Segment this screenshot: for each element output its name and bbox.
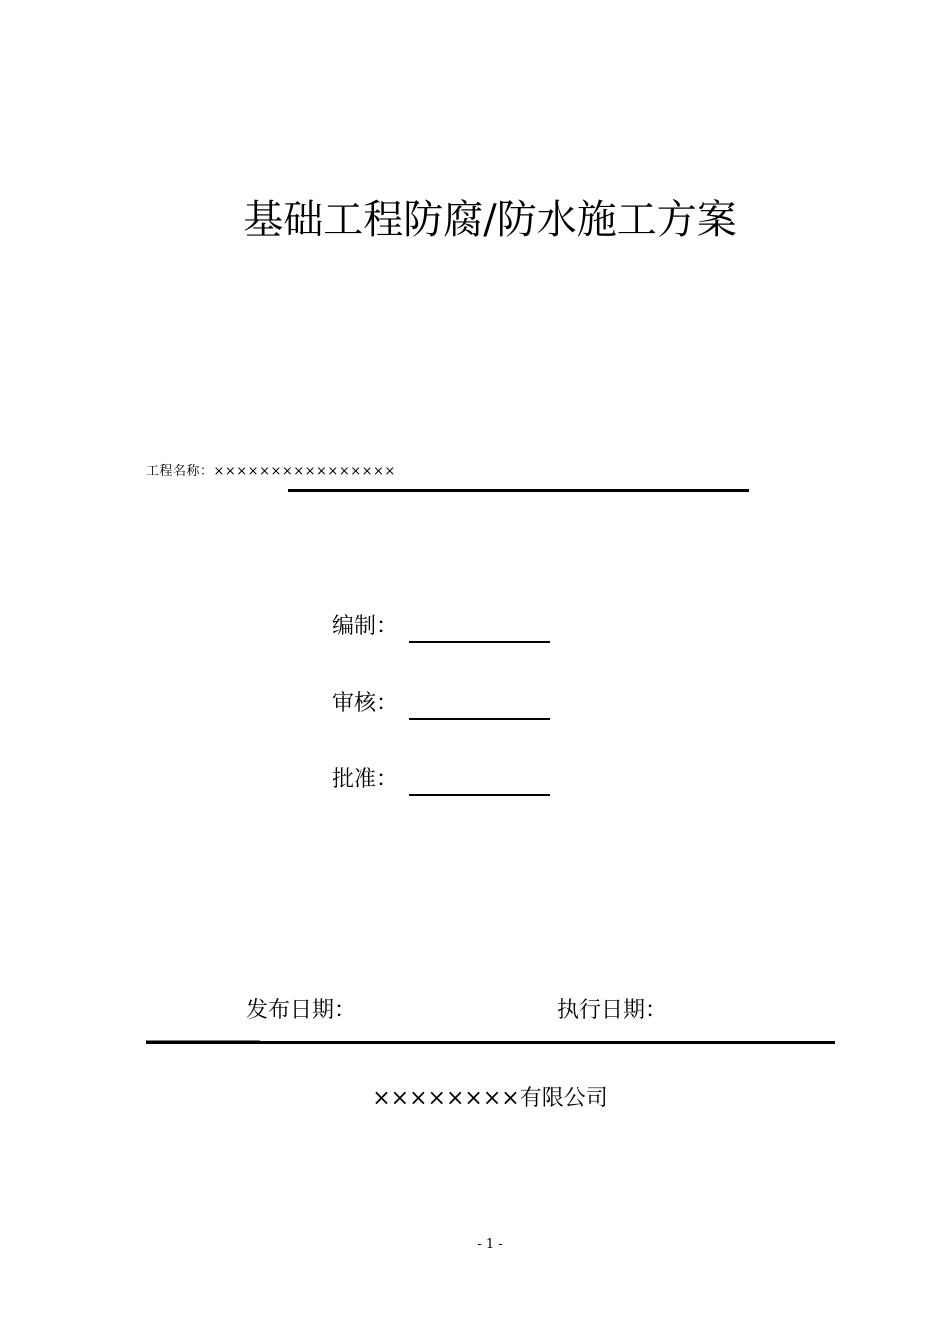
project-name-underline xyxy=(288,489,749,492)
signature-line-compiled xyxy=(409,641,550,643)
company-name: ××××××××有限公司 xyxy=(372,1086,608,1111)
signature-label-reviewed: 审核： xyxy=(332,691,399,716)
project-name-label: 工程名称：×××××××××××××××× xyxy=(146,464,396,479)
page-number: - 1 - xyxy=(477,1237,503,1252)
date-divider-line xyxy=(146,1041,835,1044)
execute-date-label: 执行日期： xyxy=(557,998,668,1023)
signature-line-approved xyxy=(409,794,550,796)
signature-label-approved: 批准： xyxy=(332,767,399,792)
signature-line-reviewed xyxy=(409,718,550,720)
publish-date-label: 发布日期： xyxy=(246,998,357,1023)
document-title: 基础工程防腐/防水施工方案 xyxy=(243,197,737,243)
signature-label-compiled: 编制： xyxy=(332,614,399,639)
